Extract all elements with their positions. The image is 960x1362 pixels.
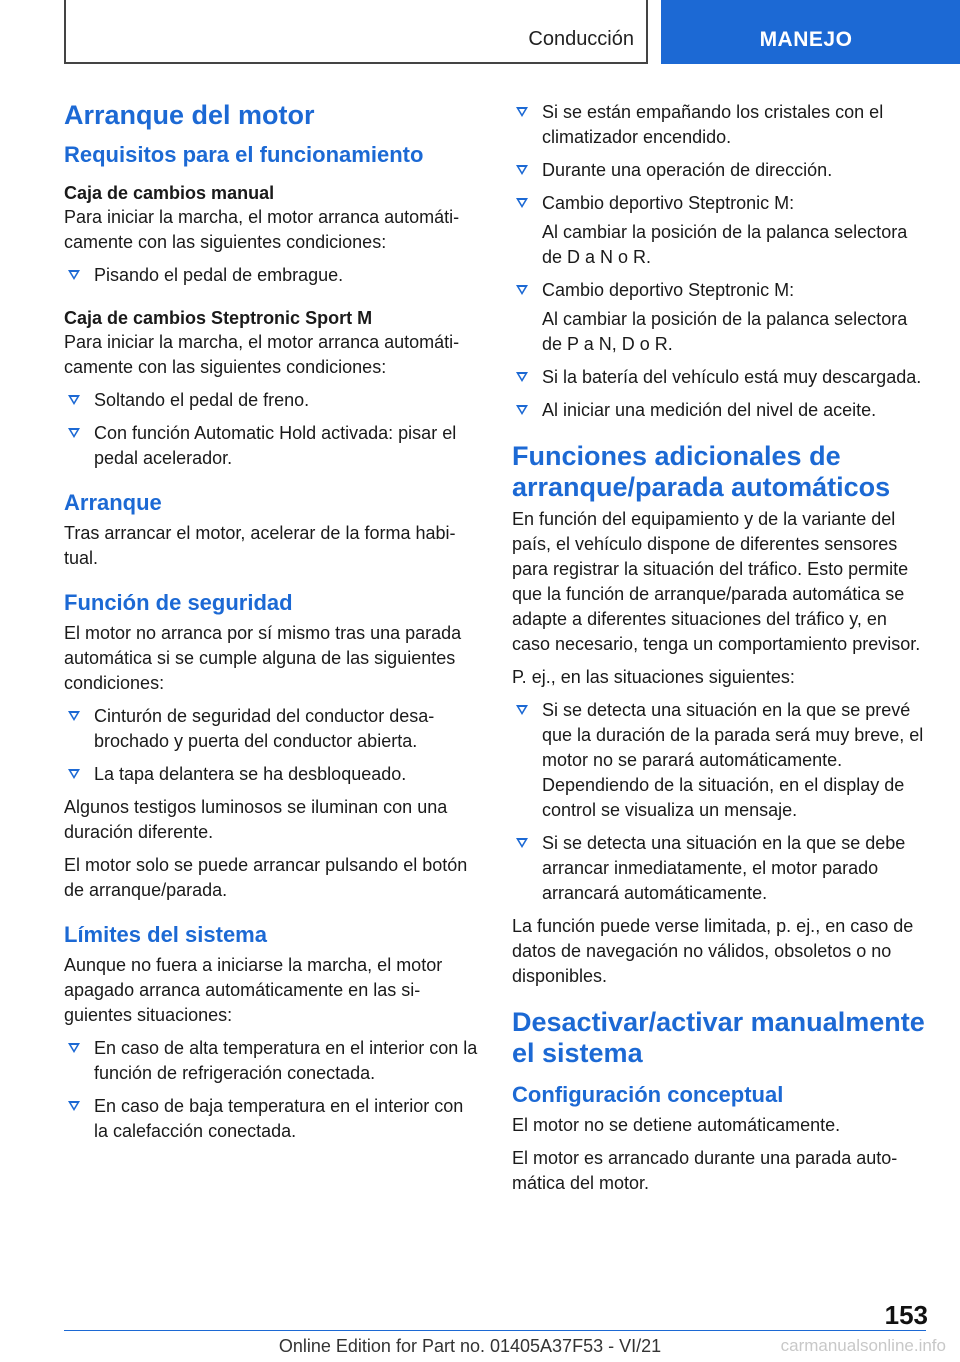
funciones-text: En función del equipamiento y de la variante del país, el vehículo dispone de diferentes sensores para registrar la situación del tráfico. Esto permite que la función de arranque/parada automática se adapte a diferentes situaciones del tráfico y, en caso necesario, tenga un comportamiento previsor. (512, 509, 921, 654)
bullet-triangle-icon (516, 198, 528, 208)
boton-text: El motor solo se puede arrancar pulsando el botón de arranque/parada. (64, 855, 468, 900)
heading-limites: Límites del sistema (64, 922, 267, 947)
list-item: Cinturón de seguridad del conductor desabrochado y puerta del conductor abierta. (64, 704, 480, 754)
testigos-text: Algunos testigos luminosos se iluminan con una duración diferente. (64, 797, 448, 842)
bullet-triangle-icon (68, 270, 80, 280)
config-text-1: El motor no se detiene automáticamente. (512, 1115, 841, 1135)
list-item: Soltando el pedal de freno. (64, 388, 480, 413)
list-item: Durante una operación de dirección. (512, 158, 928, 183)
limites-text: Aunque no fuera a iniciarse la marcha, el motor apagado arranca automáticamente en las siguientes situaciones: (64, 955, 443, 1025)
heading-funciones: Funciones adicionales de arranque/parada automáticos (512, 441, 891, 502)
list-item: Al iniciar una medición del nivel de aceite. (512, 398, 928, 423)
bullet-triangle-icon (516, 372, 528, 382)
seguridad-text: El motor no arranca por sí mismo tras una parada automática si se cumple alguna de las siguientes condiciones: (64, 623, 462, 693)
right-column (512, 100, 928, 1204)
heading-steptronic: Caja de cambios Steptronic Sport M (64, 308, 373, 328)
config-text-2: El motor es arrancado durante una parada automática del motor. (512, 1148, 898, 1193)
conditions-list (512, 100, 928, 216)
bullet-triangle-icon (68, 395, 80, 405)
step2-subtext: Al cambiar la posición de la palanca selectora de P a N, D o R. (542, 309, 908, 354)
bullet-triangle-icon (68, 1043, 80, 1053)
arranque-text: Tras arrancar el motor, acelerar de la forma habitual. (64, 523, 456, 568)
bullet-triangle-icon (516, 165, 528, 175)
bullet-triangle-icon (516, 107, 528, 117)
page-number: 153 (884, 1300, 928, 1330)
heading-configuracion: Configuración conceptual (512, 1082, 784, 1107)
limitada-text: La función puede verse limitada, p. ej., en caso de datos de navegación no válidos, obsoletos o no disponibles. (512, 916, 914, 986)
list-item: Cambio deportivo Steptronic M: (512, 191, 928, 216)
header-chapter-label: MANEJO (759, 28, 853, 51)
bullet-triangle-icon (516, 838, 528, 848)
situaciones-list (512, 698, 928, 906)
list-item: En caso de alta temperatura en el interior con la función de refrigeración conectada. (64, 1036, 480, 1086)
bullet-triangle-icon (516, 285, 528, 295)
heading-desactivar: Desactivar/activar manualmente el sistema (512, 1007, 925, 1068)
steptronic-list (64, 388, 480, 471)
conditions-list-3 (512, 365, 928, 423)
list-item: Si se detecta una situación en la que se debe arrancar inmediatamente, el motor parado arrancará automáticamente. (512, 831, 928, 906)
list-item: La tapa delantera se ha desbloqueado. (64, 762, 480, 787)
situaciones-text: P. ej., en las situaciones siguientes: (512, 667, 795, 687)
list-item: Con función Automatic Hold activada: pisar el pedal acelerador. (64, 421, 480, 471)
heading-arranque-motor: Arranque del motor (64, 100, 315, 130)
heading-arranque: Arranque (64, 490, 162, 515)
bullet-triangle-icon (68, 769, 80, 779)
list-item: En caso de baja temperatura en el interior con la calefacción conectada. (64, 1094, 480, 1144)
list-item: Pisando el pedal de embrague. (64, 263, 480, 288)
bullet-triangle-icon (68, 1101, 80, 1111)
list-item: Cambio deportivo Steptronic M: (512, 278, 928, 303)
seguridad-list (64, 704, 480, 787)
bullet-triangle-icon (516, 405, 528, 415)
manual-list (64, 263, 480, 288)
steptronic-text: Para iniciar la marcha, el motor arranca automáticamente con las siguientes condiciones: (64, 332, 460, 377)
bullet-triangle-icon (516, 705, 528, 715)
footer-divider (64, 1330, 926, 1331)
heading-manual: Caja de cambios manual (64, 183, 275, 203)
header-section-title: Conducción (528, 28, 634, 50)
manual-text: Para iniciar la marcha, el motor arranca automáticamente con las siguientes condiciones: (64, 207, 460, 252)
conditions-list-2 (512, 278, 928, 303)
list-item: Si se detecta una situación en la que se prevé que la duración de la parada será muy breve, el motor no se parará automáticamente. Dependiendo de la situación, en el display de control se visualiza un mensaje. (512, 698, 928, 823)
heading-seguridad: Función de seguridad (64, 590, 293, 615)
footer-edition: Online Edition for Part no. 01405A37F53 - VI/21 (278, 1336, 662, 1356)
bullet-triangle-icon (68, 711, 80, 721)
watermark: carmanualsonline.info (780, 1336, 946, 1355)
step1-subtext: Al cambiar la posición de la palanca selectora de D a N o R. (542, 222, 908, 267)
heading-requisitos: Requisitos para el funcionamiento (64, 142, 424, 167)
limites-list (64, 1036, 480, 1144)
list-item: Si la batería del vehículo está muy descargada. (512, 365, 928, 390)
left-column (64, 100, 480, 1152)
bullet-triangle-icon (68, 428, 80, 438)
list-item: Si se están empañando los cristales con el climatizador encendido. (512, 100, 928, 150)
